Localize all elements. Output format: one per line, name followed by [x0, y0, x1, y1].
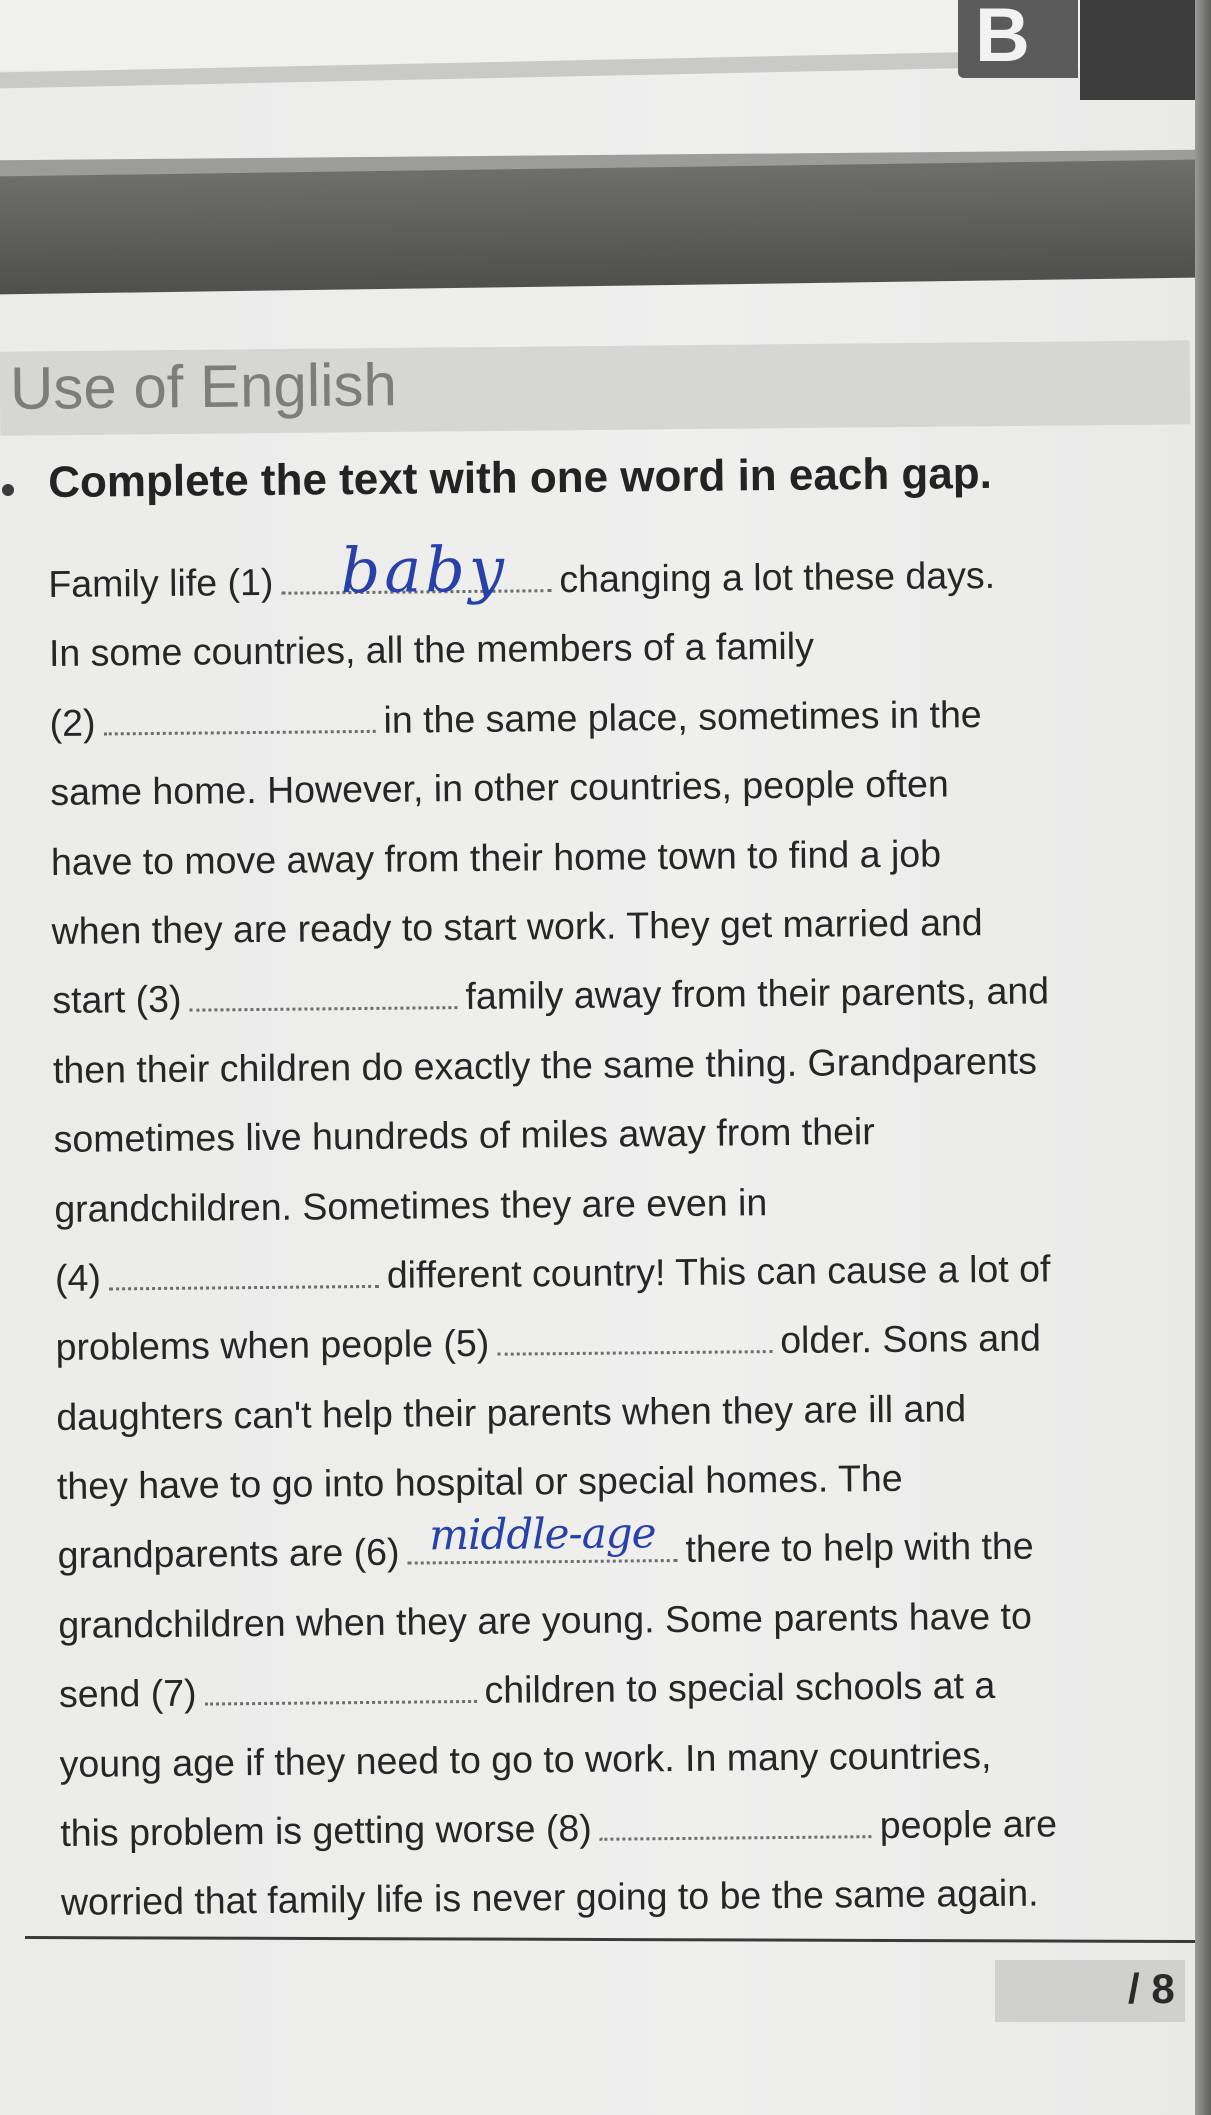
score-label: / 8: [1128, 1965, 1175, 2012]
line-text: In some countries, all the members of a family: [48, 625, 815, 675]
line-text: older. Sons and: [779, 1316, 1042, 1362]
gap-2[interactable]: [103, 700, 375, 736]
text-line: [61, 1857, 1211, 1937]
line-text: they have to go into hospital or special homes. The: [56, 1456, 903, 1508]
exercise-text: [48, 532, 1211, 1938]
text-line: [53, 1025, 1204, 1105]
line-text: (2): [49, 701, 96, 744]
unit-letter: B: [975, 0, 1032, 78]
text-line: [48, 532, 1199, 619]
exercise-instruction: Complete the text with one word in each gap.: [48, 448, 993, 507]
line-text: grandchildren. Sometimes they are even in: [54, 1180, 768, 1230]
exercise-bullet: [2, 484, 14, 496]
line-text: different country! This can cause a lot of: [386, 1247, 1051, 1296]
gap-8[interactable]: [600, 1805, 872, 1841]
line-text: in the same place, sometimes in the: [383, 692, 982, 741]
line-text: have to move away from their home town to find a job: [50, 832, 942, 883]
section-title: Use of English: [9, 351, 398, 422]
line-text: send (7): [58, 1671, 197, 1716]
line-text: there to help with the: [685, 1525, 1034, 1571]
text-line: [54, 1163, 1205, 1243]
line-text: changing a lot these days.: [559, 553, 996, 601]
line-text: problems when people (5): [55, 1322, 490, 1369]
text-line: [49, 678, 1200, 758]
line-text: when they are ready to start work. They get married and: [51, 900, 983, 952]
book-spine-shadow: [1195, 0, 1211, 2115]
line-text: worried that family life is never going to be the same again.: [60, 1871, 1039, 1924]
gap-5[interactable]: [497, 1320, 772, 1356]
text-line: [60, 1788, 1211, 1868]
line-text: daughters can't help their parents when they are ill and: [56, 1386, 967, 1438]
handwritten-answer-1: baby: [340, 532, 509, 607]
text-line: [58, 1580, 1209, 1660]
header-band: [0, 160, 1195, 295]
text-line: [53, 1094, 1204, 1174]
bottom-divider: [25, 1936, 1195, 1943]
gap-7[interactable]: [204, 1670, 476, 1706]
text-line: [50, 747, 1201, 827]
gap-6[interactable]: [407, 1508, 677, 1565]
dark-edge-tab: [1080, 0, 1195, 100]
text-line: [52, 955, 1203, 1035]
gap-1[interactable]: [281, 532, 551, 607]
text-line: [55, 1302, 1206, 1382]
line-text: children to special schools at a: [484, 1664, 996, 1712]
handwritten-answer-6: middle-age: [428, 1508, 656, 1560]
text-line: [49, 608, 1200, 688]
line-text: this problem is getting worse (8): [60, 1806, 592, 1854]
line-text: grandchildren when they are young. Some parents have to: [58, 1594, 1033, 1646]
text-line: [59, 1719, 1210, 1799]
gap-4[interactable]: [109, 1255, 379, 1291]
line-text: same home. However, in other countries, people often: [50, 762, 949, 814]
gap-3[interactable]: [189, 976, 457, 1012]
line-text: then their children do exactly the same thing. Grandparents: [52, 1039, 1038, 1091]
line-text: start (3): [52, 978, 182, 1022]
line-text: family away from their parents, and: [465, 969, 1050, 1018]
line-text: sometimes live hundreds of miles away from their: [53, 1110, 875, 1161]
line-text: (4): [54, 1256, 102, 1299]
line-text: people are: [879, 1802, 1058, 1847]
line-text: young age if they need to go to work. In many countries,: [59, 1733, 992, 1785]
text-line: [51, 886, 1202, 966]
text-line: [57, 1510, 1208, 1590]
line-text: grandparents are (6): [57, 1531, 400, 1577]
text-line: [56, 1372, 1207, 1452]
line-text: Family life (1): [48, 560, 274, 605]
text-line: [51, 817, 1202, 897]
text-line: [59, 1649, 1210, 1729]
text-line: [55, 1233, 1206, 1313]
